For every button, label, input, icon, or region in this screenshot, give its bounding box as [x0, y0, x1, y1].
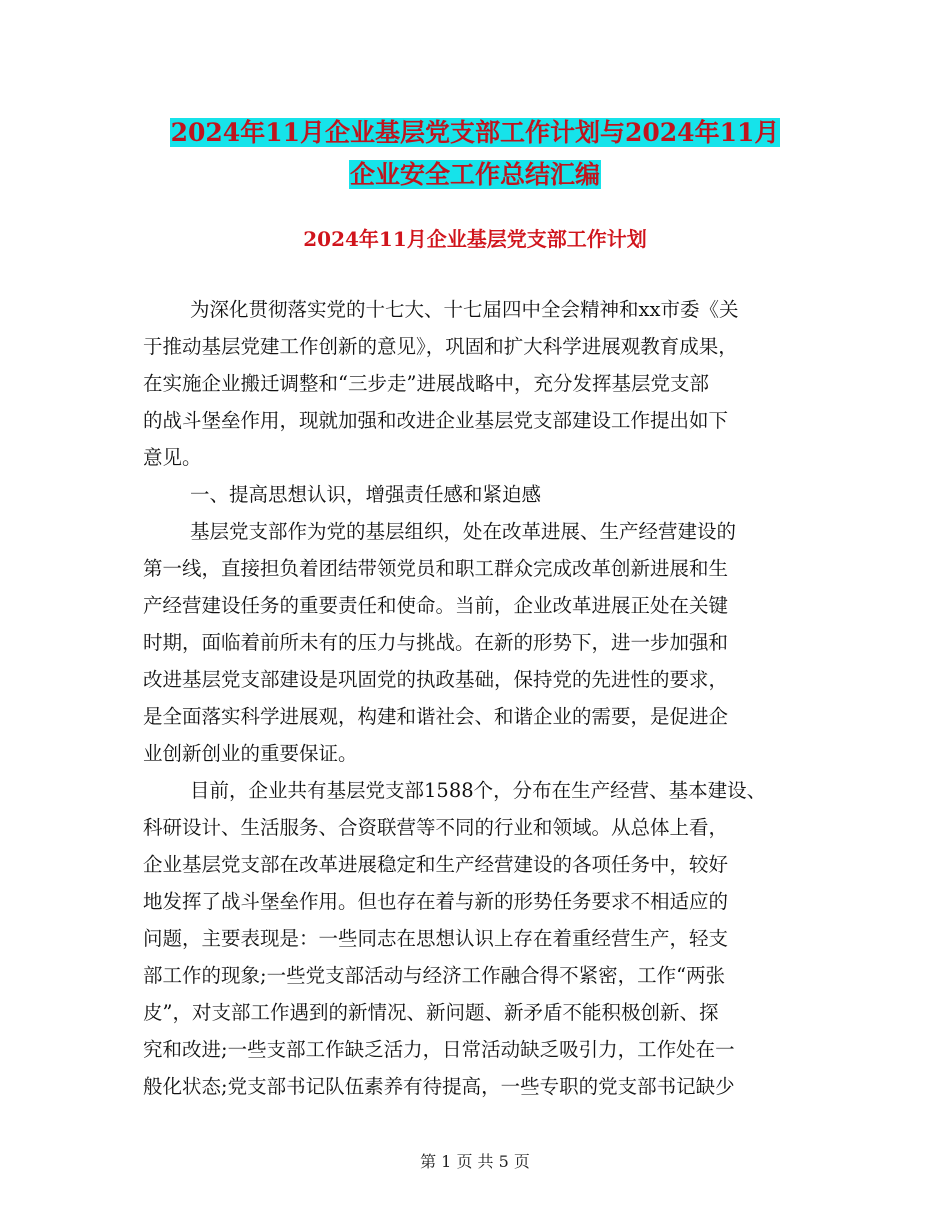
paragraph-line: 部工作的现象;一些党支部活动与经济工作融合得不紧密，工作“两张	[143, 964, 726, 987]
paragraph-line: 地发挥了战斗堡垒作用。但也存在着与新的形势任务要求不相适应的	[143, 890, 729, 913]
document-title-line-1	[0, 113, 950, 153]
paragraph-line: 第一线，直接担负着团结带领党员和职工群众完成改革创新进展和生	[143, 557, 729, 580]
page-footer: 第 1 页 共 5 页	[420, 1152, 530, 1171]
document-title-line-2	[0, 155, 950, 195]
paragraph-line: 在实施企业搬迁调整和“三步走”进展战略中，充分发挥基层党支部	[143, 372, 709, 395]
paragraph-line: 意见。	[143, 446, 202, 469]
section-title: 2024年11月企业基层党支部工作计划	[303, 227, 647, 251]
paragraph-line: 改进基层党支部建设是巩固党的执政基础，保持党的先进性的要求，	[143, 668, 729, 691]
paragraph-line: 基层党支部作为党的基层组织，处在改革进展、生产经营建设的	[190, 520, 737, 543]
paragraph-line: 时期，面临着前所未有的压力与挑战。在新的形势下，进一步加强和	[143, 631, 729, 654]
paragraph-line: 产经营建设任务的重要责任和使命。当前，企业改革进展正处在关键	[143, 594, 729, 617]
paragraph-line: 业创新创业的重要保证。	[143, 742, 358, 765]
paragraph-line: 为深化贯彻落实党的十七大、十七届四中全会精神和xx市委《关	[190, 298, 739, 321]
paragraph-line: 于推动基层党建工作创新的意见》，巩固和扩大科学进展观教育成果，	[143, 335, 738, 358]
paragraph-line: 的战斗堡垒作用，现就加强和改进企业基层党支部建设工作提出如下	[143, 409, 729, 432]
paragraph-line: 目前，企业共有基层党支部1588个，分布在生产经营、基本建设、	[190, 779, 767, 802]
paragraph-line: 是全面落实科学进展观，构建和谐社会、和谐企业的需要，是促进企	[143, 705, 729, 728]
paragraph-line: 皮”，对支部工作遇到的新情况、新问题、新矛盾不能积极创新、探	[143, 1001, 719, 1024]
paragraph-line: 企业基层党支部在改革进展稳定和生产经营建设的各项任务中，较好	[143, 853, 729, 876]
title-highlight-2: 企业安全工作总结汇编	[349, 160, 600, 189]
title-highlight-1: 2024年11月企业基层党支部工作计划与2024年11月	[170, 118, 780, 147]
paragraph-line: 般化状态;党支部书记队伍素养有待提高，一些专职的党支部书记缺少	[143, 1075, 735, 1098]
paragraph-line: 究和改进;一些支部工作缺乏活力，日常活动缺乏吸引力，工作处在一	[143, 1038, 735, 1061]
heading-line: 一、提高思想认识，增强责任感和紧迫感	[190, 483, 542, 506]
paragraph-line: 科研设计、生活服务、合资联营等不同的行业和领域。从总体上看，	[143, 816, 729, 839]
paragraph-line: 问题，主要表现是：一些同志在思想认识上存在着重经营生产，轻支	[143, 927, 729, 950]
